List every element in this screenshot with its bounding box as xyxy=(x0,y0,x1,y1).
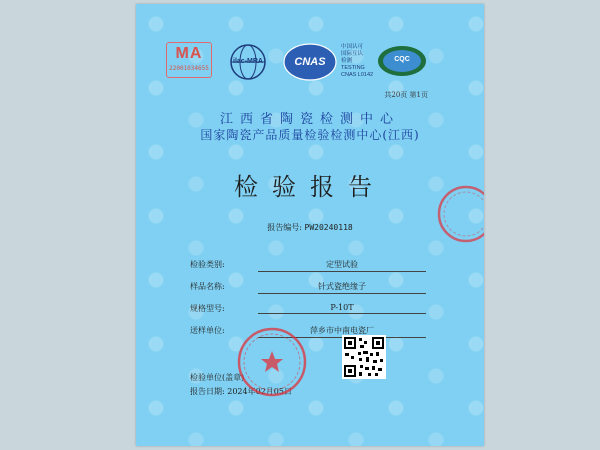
cma-number: 22001034655 xyxy=(169,65,209,72)
report-cover xyxy=(136,4,484,446)
cnas-logo xyxy=(282,40,338,84)
cnas-info-line: 国际互认 xyxy=(341,51,364,57)
field-label: 送样单位: xyxy=(190,326,225,335)
report-title: 检验报告 xyxy=(234,173,386,201)
cma-mark: MA xyxy=(175,45,203,62)
ilac-label: ilac-MRA xyxy=(233,58,263,65)
field-value: 定型试验 xyxy=(258,259,426,272)
field-value: 针式瓷绝缘子 xyxy=(258,281,426,294)
field-label: 样品名称: xyxy=(190,282,225,291)
field-test-category xyxy=(190,259,440,273)
cnas-info-line: CNAS L0142 xyxy=(341,72,374,78)
org-name-primary: 江西省陶瓷检测中心 xyxy=(219,112,400,127)
field-value: P-10T xyxy=(258,303,426,314)
cnas-info-line: TESTING xyxy=(341,65,365,71)
cnas-label: CNAS xyxy=(294,56,326,68)
field-submitter xyxy=(190,325,440,339)
cnas-info-line: 中国认可 xyxy=(341,44,364,50)
report-date-value: 2024年02月05日 xyxy=(227,387,292,396)
field-value: 萍乡市中南电瓷厂 xyxy=(258,325,426,338)
field-model xyxy=(190,303,440,317)
field-sample-name xyxy=(190,281,440,295)
qr-code-icon xyxy=(342,335,386,379)
cma-logo xyxy=(166,42,212,78)
cqc-logo xyxy=(376,44,428,78)
official-seal-icon xyxy=(236,326,308,398)
edge-seal-icon xyxy=(436,184,484,244)
ilac-mra-logo xyxy=(228,42,268,82)
field-label: 规格型号: xyxy=(190,304,225,313)
report-date-label: 报告日期: xyxy=(190,387,225,396)
field-label: 检验类别: xyxy=(190,260,225,269)
cqc-label: CQC xyxy=(394,56,410,63)
report-number-label: 报告编号: xyxy=(267,223,302,232)
page-count: 共20页 第1页 xyxy=(384,91,428,99)
report-number xyxy=(136,222,484,233)
report-number-value: PW20240118 xyxy=(304,223,353,232)
org-name-secondary: 国家陶瓷产品质量检验检测中心(江西) xyxy=(200,128,420,142)
inspection-unit-label: 检验单位(盖章) xyxy=(190,373,245,382)
cnas-info-line: 检测 xyxy=(341,58,353,64)
